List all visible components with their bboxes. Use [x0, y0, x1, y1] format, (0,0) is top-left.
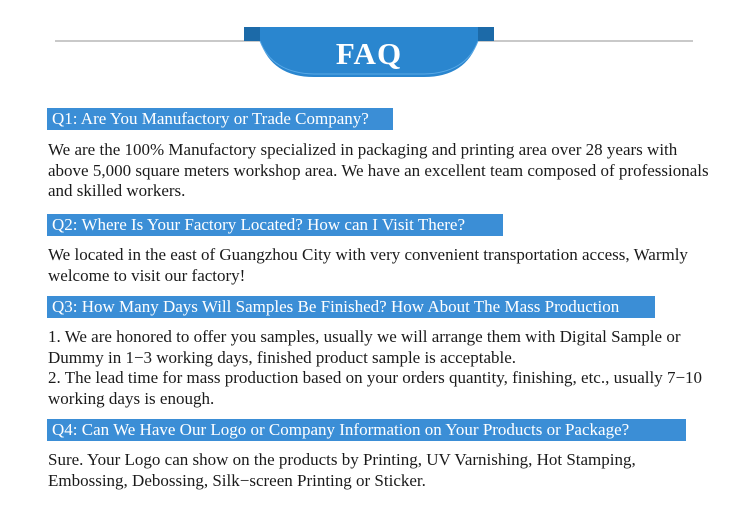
page-title: FAQ — [335, 36, 403, 71]
faq-question-3: Q3: How Many Days Will Samples Be Finished? How About The Mass Production — [47, 296, 655, 318]
faq-question-1: Q1: Are You Manufactory or Trade Company? — [47, 108, 393, 130]
faq-answer-3 — [48, 327, 718, 409]
faq-answer-1-paragraph: We are the 100% Manufactory specialized in packaging and printing area over 28 years with above 5,000 square meters workshop area. We have an excellent team composed of professionals and skilled workers. — [48, 140, 709, 200]
faq-answer-2-paragraph: We located in the east of Guangzhou City with very convenient transportation access, Warmly welcome to visit our factory! — [48, 245, 688, 285]
faq-answer-4 — [48, 450, 718, 491]
faq-answer-4-paragraph: Sure. Your Logo can show on the products by Printing, UV Varnishing, Hot Stamping, Embossing, Debossing, Silk−screen Printing or Sticker. — [48, 450, 636, 490]
faq-answer-2 — [48, 245, 718, 286]
faq-question-4: Q4: Can We Have Our Logo or Company Information on Your Products or Package? — [47, 419, 686, 441]
faq-answer-3-paragraph-1: 1. We are honored to offer you samples, usually we will arrange them with Digital Sample or Dummy in 1−3 working days, finished product sample is acceptable. — [48, 327, 681, 367]
faq-answer-3-paragraph-2: 2. The lead time for mass production based on your orders quantity, finishing, etc., usually 7−10 working days is enough. — [48, 368, 703, 408]
faq-question-2: Q2: Where Is Your Factory Located? How can I Visit There? — [47, 214, 503, 236]
faq-answer-1 — [48, 140, 718, 202]
faq-banner — [244, 27, 494, 77]
